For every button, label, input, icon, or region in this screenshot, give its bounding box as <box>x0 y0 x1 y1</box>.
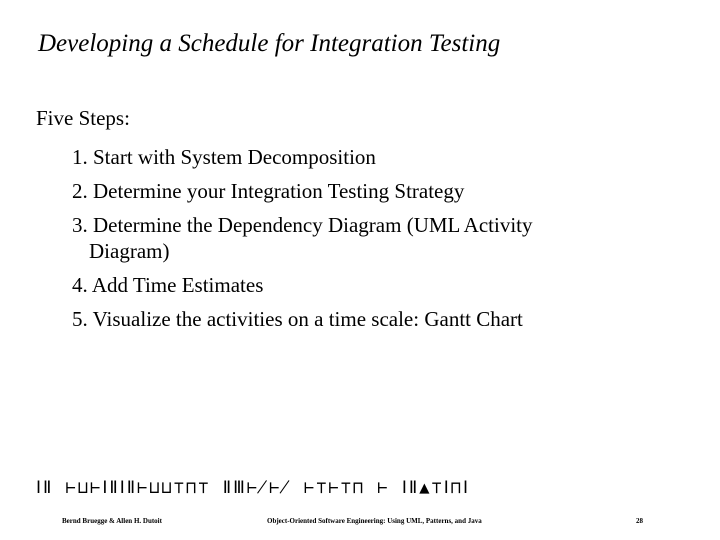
step-text: Add Time Estimates <box>91 273 264 297</box>
step-number: 2. <box>72 179 88 203</box>
step-text: Determine your Integration Testing Strategy <box>93 179 465 203</box>
step-text: Visualize the activities on a time scale: Gantt Chart <box>92 307 523 331</box>
step-number: 3. <box>72 213 88 237</box>
step-text: Determine the Dependency Diagram (UML Activity <box>93 213 533 237</box>
slide-title: Developing a Schedule for Integration Testing <box>38 30 501 57</box>
footer-authors: Bernd Bruegge & Allen H. Dutoit <box>62 517 162 525</box>
step-text-continuation: Diagram) <box>89 239 170 263</box>
steps-list <box>72 140 533 336</box>
garbled-symbol-line: ⅠⅡ ⊢⊔⊢ⅠⅡⅠⅡ⊢⊔⊔⊤⊓⊤ ⅡⅢ⊬⊬ ⊢⊤⊢⊤⊓ ⊢ ⅠⅡ▲⊤Ⅰ⊓Ⅰ <box>36 478 470 498</box>
step-number: 4. <box>72 273 88 297</box>
step-item <box>72 140 533 174</box>
step-number: 1. <box>72 145 88 169</box>
step-number: 5. <box>72 307 88 331</box>
footer-page-number: 28 <box>636 517 643 525</box>
step-item <box>72 302 533 336</box>
step-text: Start with System Decomposition <box>93 145 376 169</box>
footer-book-title: Object-Oriented Software Engineering: Using UML, Patterns, and Java <box>267 517 482 525</box>
intro-text: Five Steps: <box>36 106 130 130</box>
step-item <box>72 268 533 302</box>
step-item <box>72 208 533 268</box>
step-item <box>72 174 533 208</box>
